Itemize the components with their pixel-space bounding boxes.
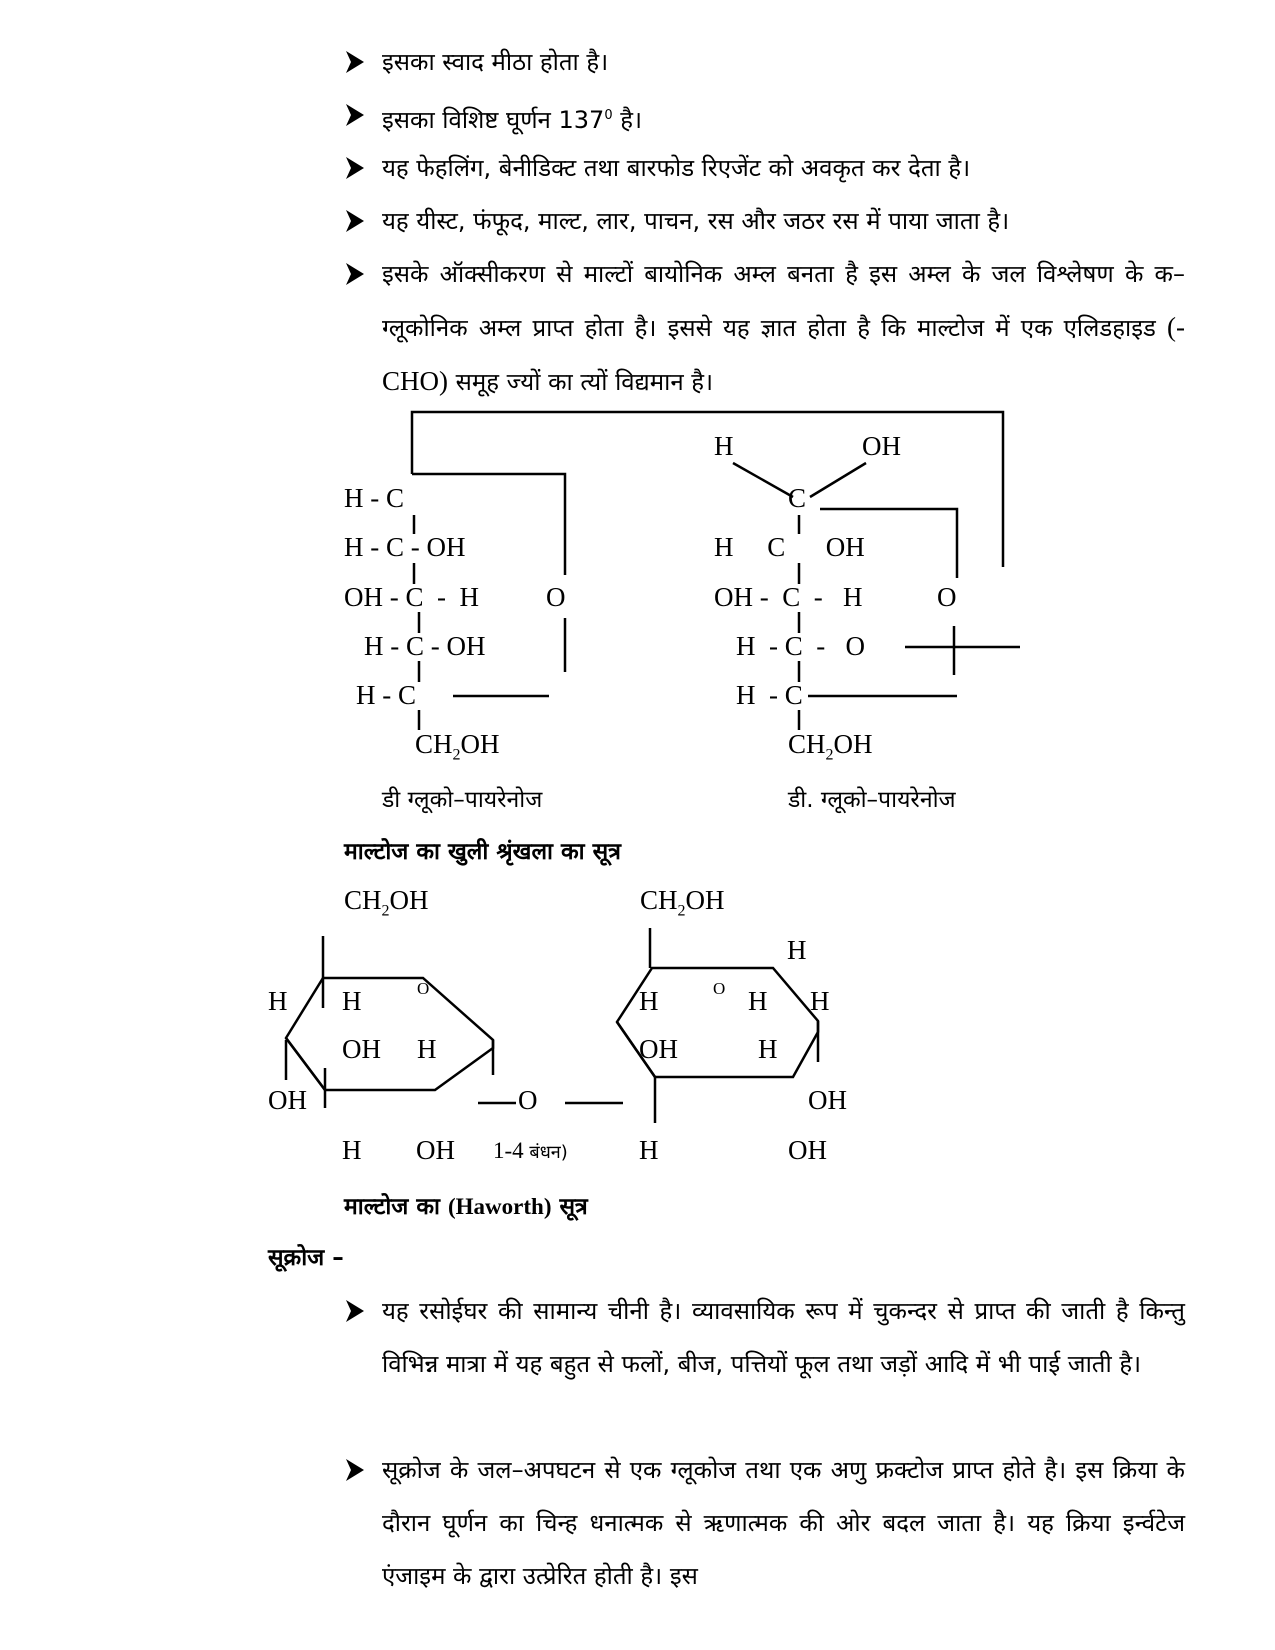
atom-h: H — [810, 986, 830, 1016]
bullet-text: इसका स्वाद मीठा होता है। — [382, 48, 609, 76]
bullet-text: यह फेहलिंग, बेनीडिक्ट तथा बारफोड रिएजेंट को अवकृत कर देता है। — [382, 154, 971, 182]
atom-h: H — [639, 1135, 659, 1165]
ch2oh-label: $CH_2OH$ — [640, 885, 725, 920]
atom-h: H — [714, 431, 734, 461]
atom-h: H — [417, 1034, 437, 1064]
bullet-item — [345, 1444, 1185, 1603]
atom-h: H — [639, 986, 659, 1016]
bullet-text: यह यीस्ट, फंफूद, माल्ट, लार, पाचन, रस और जठर रस में पाया जाता है। — [382, 207, 1010, 235]
ring-oxygen: O — [417, 979, 430, 998]
open-chain-heading: माल्टोज का खुली श्रृंखला का सूत्र — [344, 839, 621, 865]
bond-label: 1-4 बंधन) — [493, 1138, 568, 1163]
ch2oh-label: $CH_2OH$ — [344, 885, 429, 920]
ring-oxygen: O — [713, 979, 726, 998]
atom-h: H — [758, 1034, 778, 1064]
chain-row: H C OH — [714, 532, 865, 562]
atom-oh: OH — [342, 1034, 381, 1064]
bullet-item — [345, 1285, 1185, 1391]
haworth-heading: माल्टोज का (Haworth) सूत्र — [344, 1194, 588, 1220]
chain-row: H - C - OH — [364, 631, 486, 661]
cho-formula: (-CHO) — [382, 312, 1185, 396]
structure-caption: डी. ग्लूको–पायरेनोज — [788, 787, 956, 813]
bullet-text: यह रसोईघर की सामान्य चीनी है। व्यावसायिक रूप में चुकन्दर से प्राप्त की जाती है किन्तु विभिन्न मात्रा में यह बहुत से फलों, बीज, पत्तियों फूल तथा जड़ों आदि में भी पाई जाती है। — [382, 1297, 1185, 1378]
chain-row: OH - C - H — [714, 582, 863, 612]
atom-oh: OH — [808, 1085, 847, 1115]
chain-row: H - C — [356, 680, 416, 710]
structure-caption: डी ग्लूको–पायरेनोज — [382, 787, 543, 813]
atom-oh: OH — [639, 1034, 678, 1064]
chain-row: H - C - O — [736, 631, 865, 661]
atom-c1: C — [788, 483, 807, 513]
chain-row: H - C - OH — [344, 532, 466, 562]
chain-row: OH - C - H — [344, 582, 479, 612]
atom-oh: OH — [862, 431, 901, 461]
arrow-bullet-icon — [345, 1458, 365, 1482]
bullet-text: इसका विशिष्ट घूर्णन $137^0$ है। — [382, 106, 643, 134]
section-heading-sucrose: सूक्रोज – — [268, 1245, 344, 1271]
ch2oh-label: $CH_2OH$ — [415, 729, 500, 764]
atom-oh: OH — [788, 1135, 827, 1165]
arrow-bullet-icon — [345, 1299, 365, 1323]
bullet-text: इसके ऑक्सीकरण से माल्टों बायोनिक अम्ल बनता है इस अम्ल के जल विश्लेषण के क–ग्लूकोनिक अम्ल प्राप्त होता है। इससे यह ज्ञात होता है कि माल्टोज में एक एलिडहाइड (-CHO) समूह ज्यों का त्यों विद्यमान है। — [382, 260, 1185, 396]
atom-h: H — [787, 935, 807, 965]
ch2oh-label: $CH_2OH$ — [788, 729, 873, 764]
chain-row: H - C — [344, 483, 404, 513]
atom-h: H — [342, 986, 362, 1016]
chain-row: H - C — [736, 680, 803, 710]
ring-oxygen: O — [546, 582, 566, 612]
atom-h: H — [748, 986, 768, 1016]
glycosidic-oxygen: O — [518, 1085, 538, 1115]
atom-h: H — [342, 1135, 362, 1165]
atom-h: H — [268, 986, 288, 1016]
atom-oh: OH — [268, 1085, 307, 1115]
ring-oxygen: O — [937, 582, 957, 612]
atom-oh: OH — [416, 1135, 455, 1165]
bullet-text: सूक्रोज के जल–अपघटन से एक ग्लूकोज तथा एक अणु फ्रक्टोज प्राप्त होते है। इस क्रिया के दौरान घूर्णन का चिन्ह धनात्मक से ऋणात्मक की ओर बदल जाता है। यह क्रिया इर्न्वटेज एंजाइम के द्वारा उत्प्रेरित होती है। इस — [382, 1456, 1185, 1590]
